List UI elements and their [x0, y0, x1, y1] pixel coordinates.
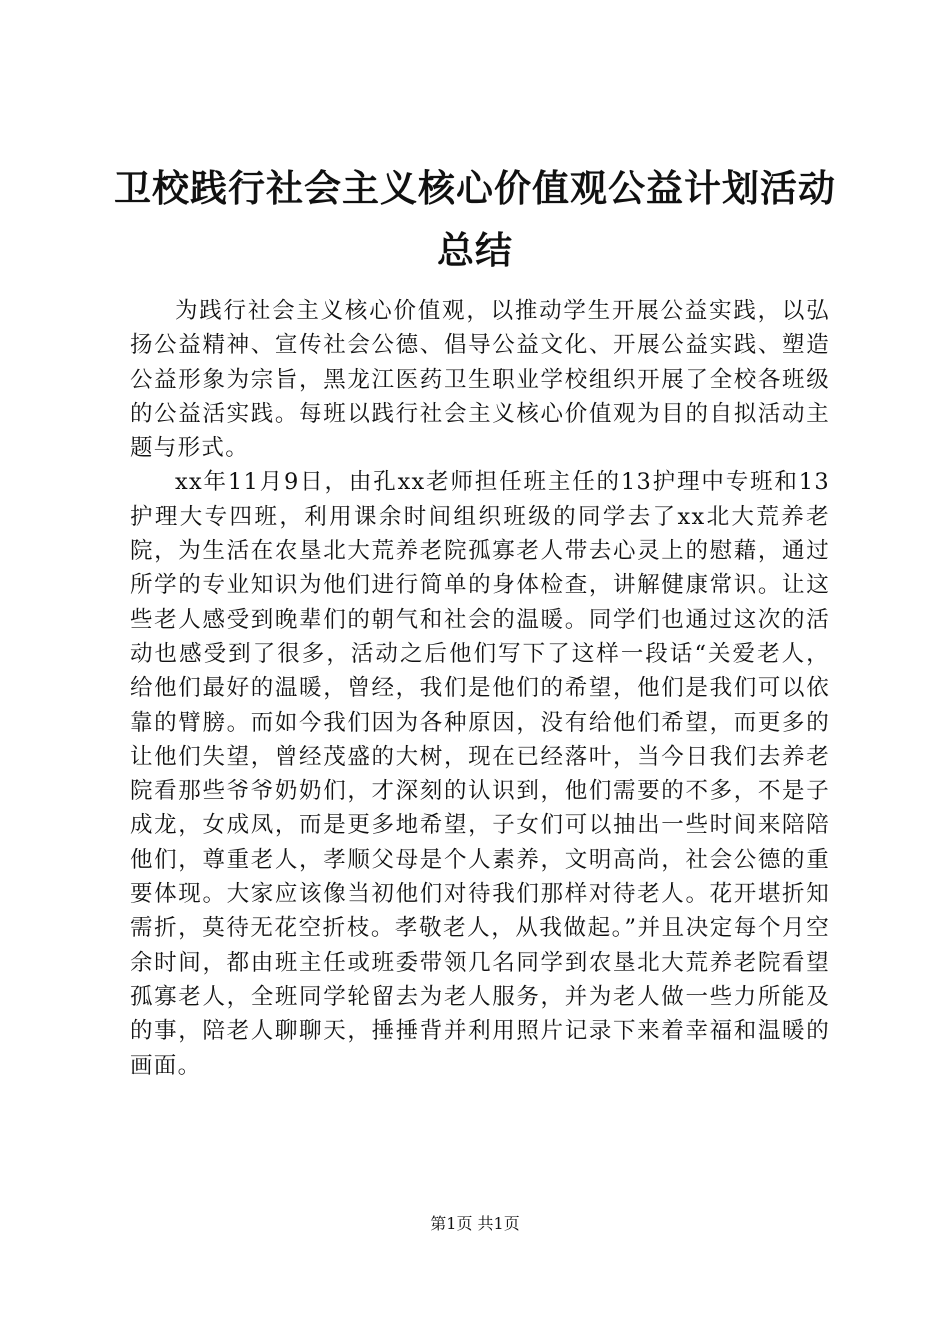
document-body	[130, 294, 830, 1083]
page-number: 第1页 共1页	[430, 1214, 520, 1233]
paragraph-activity: xx年11月9日，由孔xx老师担任班主任的13护理中专班和13护理大专四班，利用课余时间组织班级的同学去了xx北大荒养老院，为生活在农垦北大荒养老院孤寡老人带去心灵上的慰藉，通过所学的专业知识为他们进行简单的身体检查，讲解健康常识。让这些老人感受到晚辈们的朝气和社会的温暖。同学们也通过这次的活动也感受到了很多，活动之后他们写下了这样一段话“关爱老人，给他们最好的温暖，曾经，我们是他们的希望，他们是我们可以依靠的臂膀。而如今我们因为各种原因，没有给他们希望，而更多的让他们失望，曾经茂盛的大树，现在已经落叶，当今日我们去养老院看那些爷爷奶奶们，才深刻的认识到，他们需要的不多，不是子成龙，女成凤，而是更多地希望，子女们可以抽出一些时间来陪陪他们，尊重老人，孝顺父母是个人素养，文明高尚，社会公德的重要体现。大家应该像当初他们对待我们那样对待老人。花开堪折知需折，莫待无花空折枝。孝敬老人，从我做起。”并且决定每个月空余时间，都由班主任或班委带领几名同学到农垦北大荒养老院看望孤寡老人，全班同学轮留去为老人服务，并为老人做一些力所能及的事，陪老人聊聊天，捶捶背并利用照片记录下来着幸福和温暖的画面。	[130, 469, 830, 1079]
document-title: 卫校践行社会主义核心价值观公益计划活动总结	[114, 167, 836, 272]
paragraph-intro: 为践行社会主义核心价值观，以推动学生开展公益实践，以弘扬公益精神、宣传社会公德、倡导公益文化、开展公益实践、塑造公益形象为宗旨，黑龙江医药卫生职业学校组织开展了全校各班级的公益活实践。每班以践行社会主义核心价值观为目的自拟活动主题与形式。	[130, 298, 830, 462]
